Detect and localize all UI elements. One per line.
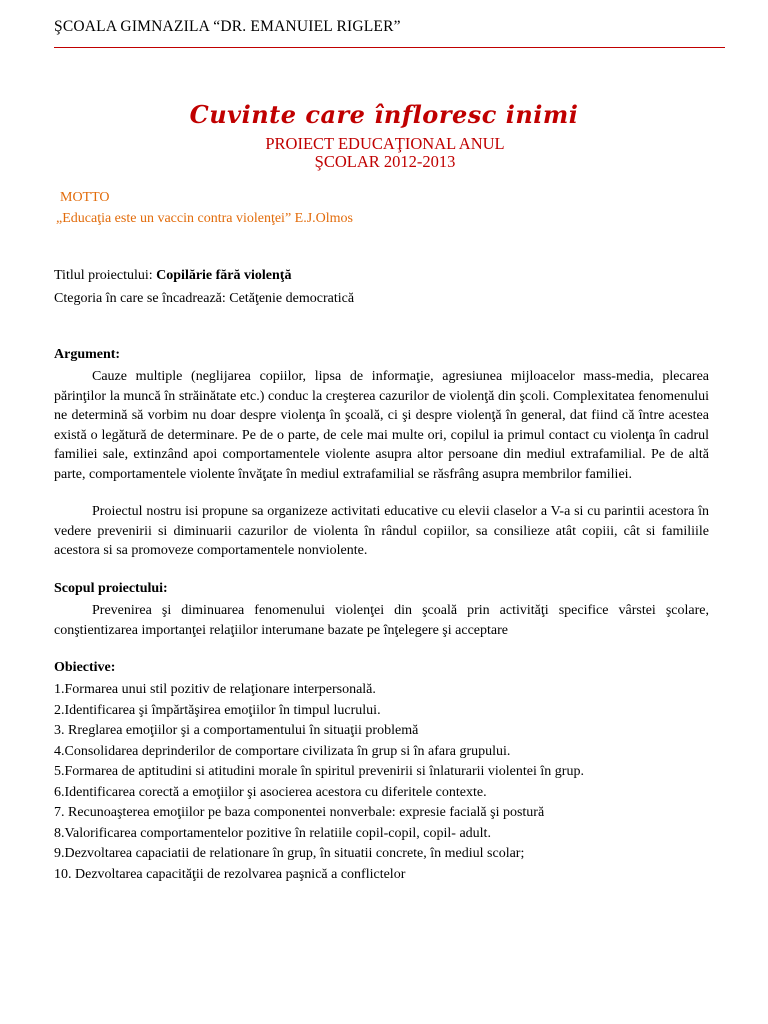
objective-item: 7. Recunoaşterea emoţiilor pe baza componentei nonverbale: expresie facială şi postură xyxy=(54,805,545,820)
objectives-heading: Obiective: xyxy=(54,660,116,675)
scope-paragraph: Prevenirea şi diminuarea fenomenului violenţei din şcoală prin activităţi specifice vârstei şcolare, conştientizarea importanţei relaţiilor interumane bazate pe înţelegere şi acceptare xyxy=(54,603,709,638)
argument-paragraph-1: Cauze multiple (neglijarea copiilor, lipsa de informaţie, agresiunea mijloacelor mass-media, plecarea părinţilor la muncă în străinătate etc.) conduc la creşterea cazurilor de violenţă din şcoli. Complexitatea fenomenului ne determină să vorbim nu doar despre violenţa în şcoală, ci şi despre violenţă în general, dat fiind că între acestea există o legătură de determinare. Pe de o parte, de cele mai multe ori, copilul ia primul contact cu violenţa în cadrul familiei sale, extinzând apoi comportamentele violente asupra altor persoane din mediul extrafamilial. Pe de altă parte, comportamentele violente învăţate în mediul extrafamilial se răsfrâng asupra membrilor familiei. xyxy=(54,369,709,482)
objectives-list xyxy=(54,680,584,885)
argument-heading: Argument: xyxy=(54,347,121,362)
objective-item: 9.Dezvoltarea capaciatii de relationare în grup, în situatii concrete, în mediul scolar; xyxy=(54,846,525,861)
motto-text: „Educaţia este un vaccin contra violenţei” E.J.Olmos xyxy=(56,211,354,226)
objective-item: 2.Identificarea şi împărtăşirea emoţiilor în timpul lucrului. xyxy=(54,702,381,718)
objective-item: 3. Rreglarea emoţiilor şi a comportamentului în situaţii problemă xyxy=(54,723,419,738)
project-subtitle-line-1: PROIECT EDUCAŢIONAL ANUL xyxy=(265,134,505,153)
scope-heading: Scopul proiectului: xyxy=(54,581,168,596)
school-name: ŞCOALA GIMNAZILA “DR. EMANUIEL RIGLER” xyxy=(54,18,401,35)
project-subtitle-line-2: ŞCOLAR 2012-2013 xyxy=(314,152,456,171)
project-title-label: Titlul proiectului: xyxy=(54,268,157,283)
objective-item: 10. Dezvoltarea capacităţii de rezolvarea paşnică a conflictelor xyxy=(54,866,406,882)
objective-item: 4.Consolidarea deprinderilor de comportare civilizata în grup si în afara grupului. xyxy=(54,743,511,759)
objective-item: 8.Valorificarea comportamentelor pozitive în relatiile copil-copil, copil- adult. xyxy=(54,825,491,841)
objective-item: 1.Formarea unui stil pozitiv de relaţionare interpersonală. xyxy=(54,682,376,697)
header-divider xyxy=(54,47,725,48)
objective-item: 6.Identificarea corectă a emoţiilor şi asocierea acestora cu diferitele contexte. xyxy=(54,784,487,800)
project-title: Cuvinte care înfloresc inimi xyxy=(189,100,579,129)
argument-paragraph-2: Proiectul nostru isi propune sa organizeze activitati educative cu elevii claselor a V-a si cu parintii acestora în vedere prevenirii si diminuarii cazurilor de violenta în rândul copiilor, sa consilieze atât copiii, cât si familiile acestora si sa promoveze comportamentele nonviolente. xyxy=(54,504,709,558)
motto-label: MOTTO xyxy=(60,190,110,205)
project-title-value: Copilărie fără violenţă xyxy=(156,268,292,283)
category-line: Ctegoria în care se încadrează: Cetăţenie democratică xyxy=(54,291,355,306)
project-title-line xyxy=(54,268,291,284)
objective-item: 5.Formarea de aptitudini si atitudini morale în spiritul prevenirii si înlaturarii violentei în grup. xyxy=(54,764,584,779)
